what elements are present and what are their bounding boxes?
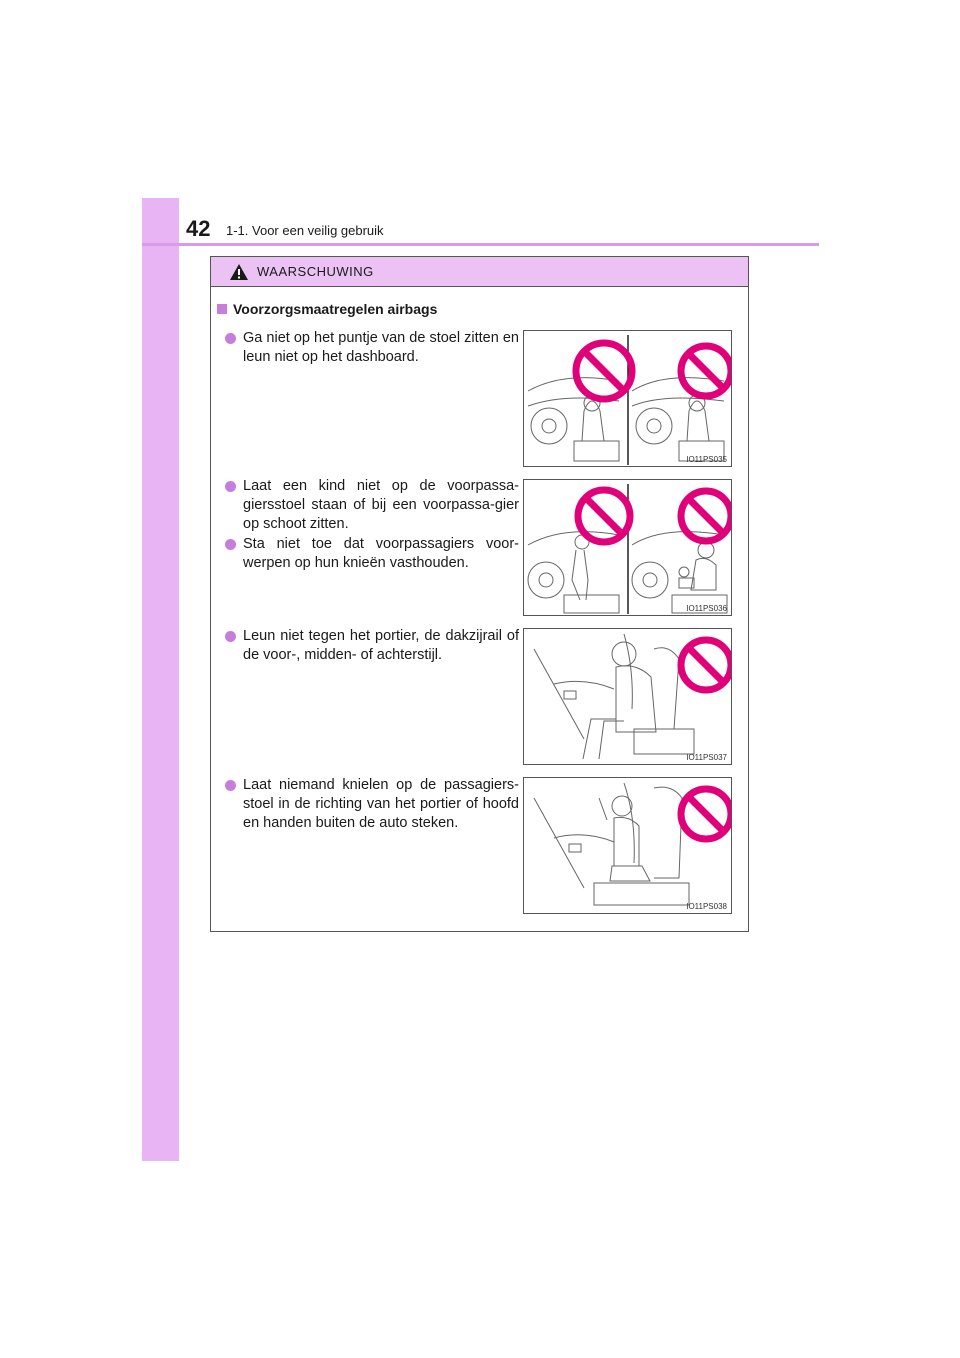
warning-title: WAARSCHUWING <box>257 264 374 279</box>
bullet-text: Sta niet toe dat voorpassagiers voor-werpen op hun knieën vasthouden. <box>243 536 519 571</box>
bullet-dot-icon <box>225 481 236 492</box>
section-heading <box>217 301 437 317</box>
bullet-text: Laat een kind niet op de voorpassa-giersstoel staan of bij een voorpassa-gier op schoot zitten. <box>243 478 519 532</box>
bullet-item <box>225 329 519 367</box>
car-interior-illustration <box>524 331 732 467</box>
figure-code: IO11PS035 <box>686 455 727 464</box>
warning-triangle-icon <box>229 263 249 281</box>
bullet-item <box>225 627 519 665</box>
bullet-item <box>225 535 519 573</box>
figure-code: IO11PS036 <box>686 604 727 613</box>
prohibition-icon <box>681 640 731 690</box>
bullet-dot-icon <box>225 333 236 344</box>
bullet-text: Laat niemand knielen op de passagiers-stoel in de richting van het portier of hoofd en handen buiten de auto steken. <box>243 777 519 831</box>
bullet-item <box>225 477 519 534</box>
car-interior-illustration <box>524 480 732 616</box>
heading-square-icon <box>217 304 227 314</box>
bullet-dot-icon <box>225 631 236 642</box>
warning-box <box>210 256 749 932</box>
figure-code: IO11PS038 <box>686 902 727 911</box>
warning-header <box>211 257 748 287</box>
prohibition-icon <box>681 789 731 839</box>
illustration-kneeling-seat <box>523 777 732 914</box>
prohibition-icon <box>576 343 632 399</box>
car-interior-illustration <box>524 629 732 765</box>
page-number: 42 <box>186 216 211 241</box>
figure-code: IO11PS037 <box>686 753 727 762</box>
illustration-leaning-door <box>523 628 732 765</box>
heading-text: Voorzorgsmaatregelen airbags <box>233 301 438 317</box>
side-tab <box>142 198 179 1161</box>
header-rule <box>142 243 819 246</box>
bullet-dot-icon <box>225 539 236 550</box>
bullet-text: Leun niet tegen het portier, de dakzijrail of de voor-, midden- of achterstijl. <box>243 628 519 663</box>
prohibition-icon <box>578 490 630 542</box>
bullet-item <box>225 776 519 833</box>
prohibition-icon <box>681 346 731 396</box>
illustration-child-passenger <box>523 479 732 616</box>
car-interior-illustration <box>524 778 732 914</box>
prohibition-icon <box>681 491 731 541</box>
bullet-text: Ga niet op het puntje van de stoel zitten en leun niet op het dashboard. <box>243 330 519 365</box>
section-title: 1-1. Voor een veilig gebruik <box>226 223 384 238</box>
illustration-leaning-dashboard <box>523 330 732 467</box>
bullet-dot-icon <box>225 780 236 791</box>
